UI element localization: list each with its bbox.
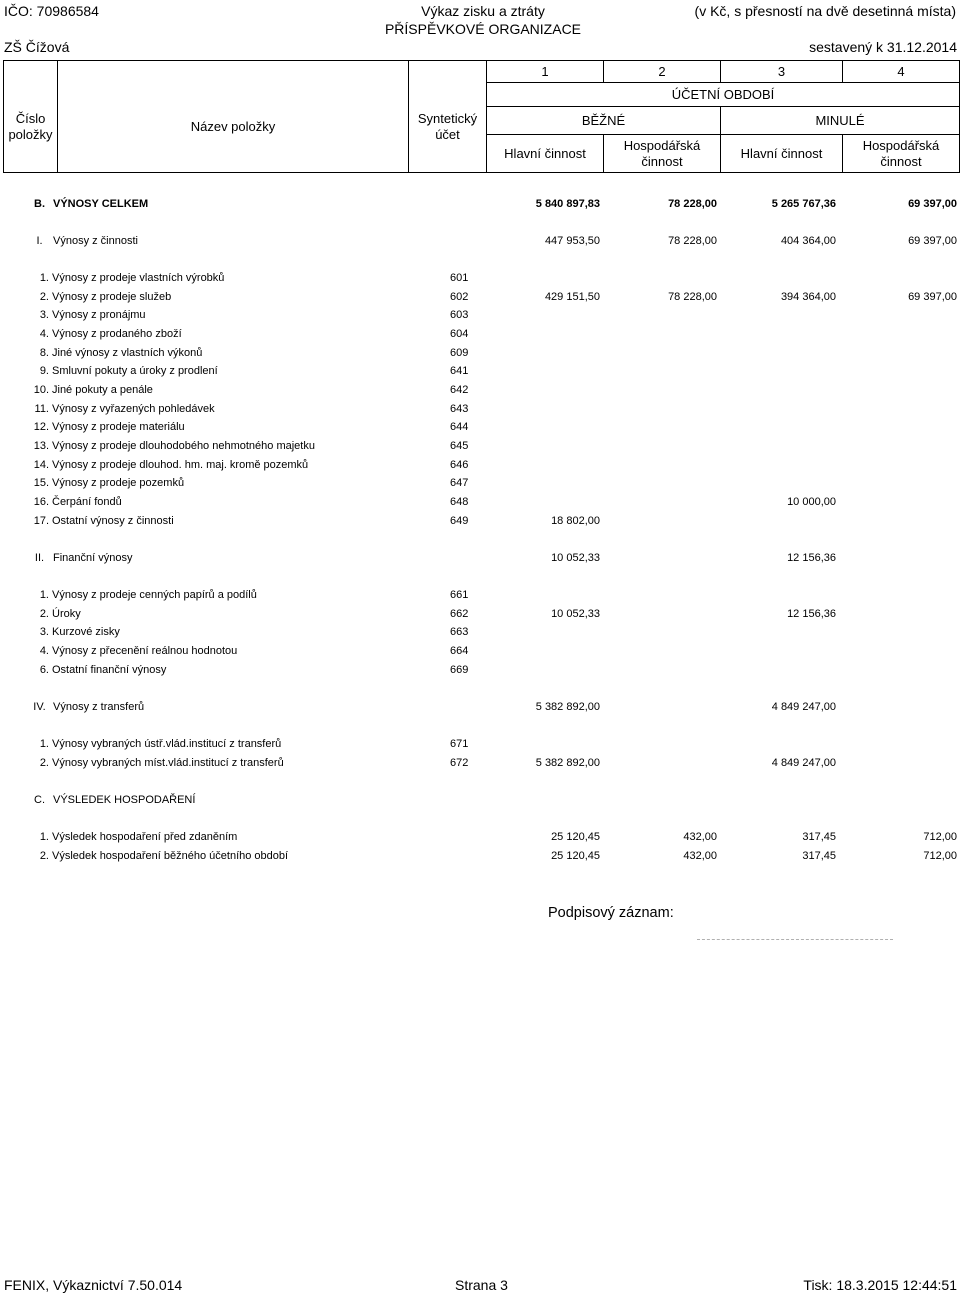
item-number: 13. — [33, 439, 49, 452]
value-current-main: 10 052,33 — [551, 607, 600, 620]
row-account-648 — [0, 493, 960, 512]
item-label: Výnosy z pronájmu — [52, 309, 146, 322]
report-subtitle: PŘÍSPĚVKOVÉ ORGANIZACE — [384, 21, 582, 37]
item-label: Kurzové zisky — [52, 626, 120, 639]
item-number: 17. — [33, 514, 49, 527]
item-number: 4. — [39, 328, 49, 341]
row-account-609 — [0, 344, 960, 363]
value-current-main: 25 120,45 — [551, 831, 600, 844]
item-number: 1. — [39, 831, 49, 844]
item-number: 15. — [33, 477, 49, 490]
item-label: Čerpání fondů — [52, 495, 122, 508]
row-section-transfers — [0, 698, 960, 717]
col-header-previous-main: Hlavní činnost — [721, 135, 843, 173]
col-header-item-name: Název položky — [58, 61, 409, 173]
report-title: Výkaz zisku a ztráty — [421, 3, 545, 19]
value-current-main: 18 802,00 — [551, 514, 600, 527]
value-current-economic: 78 228,00 — [668, 290, 717, 303]
row-section-result — [0, 791, 960, 810]
row-section-operating — [0, 232, 960, 251]
signature-line — [697, 939, 893, 940]
row-account-645 — [0, 437, 960, 456]
item-number: 3. — [39, 626, 49, 639]
row-result-before-tax — [0, 828, 960, 847]
value-current-economic: 432,00 — [683, 831, 717, 844]
row-account-671 — [0, 735, 960, 754]
item-label: Ostatní finanční výnosy — [52, 663, 167, 676]
col-header-period: ÚČETNÍ OBDOBÍ — [487, 83, 960, 107]
account-code: 645 — [450, 439, 469, 452]
row-account-644 — [0, 418, 960, 437]
item-label: Výnosy z prodeje služeb — [52, 290, 172, 303]
value-previous-main: 12 156,36 — [787, 551, 836, 564]
account-code: 603 — [450, 309, 469, 322]
col-number-3: 3 — [721, 61, 843, 83]
item-label: Jiné výnosy z vlastních výkonů — [52, 346, 203, 359]
section-number: I. — [36, 234, 43, 247]
ico-label: IČO: 70986584 — [4, 3, 99, 19]
item-number: 1. — [39, 738, 49, 751]
row-account-604 — [0, 325, 960, 344]
account-code: 671 — [450, 738, 469, 751]
item-number: 2. — [39, 850, 49, 863]
section-label: Výnosy z činnosti — [53, 234, 138, 247]
item-label: Výsledek hospodaření před zdaněním — [52, 831, 238, 844]
account-code: 648 — [450, 495, 469, 508]
row-account-602 — [0, 288, 960, 307]
item-label: Ostatní výnosy z činnosti — [52, 514, 174, 527]
section-number: IV. — [33, 700, 46, 713]
footer-print-timestamp: Tisk: 18.3.2015 12:44:51 — [803, 1277, 957, 1293]
account-code: 672 — [450, 756, 469, 769]
value-previous-main: 317,45 — [802, 831, 836, 844]
row-account-646 — [0, 456, 960, 475]
item-number: 2. — [39, 290, 49, 303]
col-number-1: 1 — [487, 61, 604, 83]
value-current-main: 5 382 892,00 — [535, 756, 600, 769]
section-label: VÝSLEDEK HOSPODAŘENÍ — [53, 794, 196, 807]
account-code: 646 — [450, 458, 469, 471]
value-current-economic: 78 228,00 — [668, 197, 717, 210]
value-previous-economic: 712,00 — [923, 850, 957, 863]
row-account-672 — [0, 754, 960, 773]
item-label: Výnosy z prodaného zboží — [52, 328, 182, 341]
item-number: 11. — [34, 402, 49, 415]
report-body — [0, 176, 960, 866]
section-label: Výnosy z transferů — [53, 700, 145, 713]
item-number: 12. — [33, 421, 49, 434]
item-label: Výnosy z prodeje cenných papírů a podílů — [52, 589, 257, 602]
col-header-previous-economic: Hospodářská činnost — [843, 135, 960, 173]
col-header-current-main: Hlavní činnost — [487, 135, 604, 173]
value-current-main: 5 382 892,00 — [535, 700, 600, 713]
value-previous-main: 4 849 247,00 — [771, 756, 836, 769]
value-current-main: 10 052,33 — [551, 551, 600, 564]
signature-label: Podpisový záznam: — [548, 905, 674, 921]
value-current-economic: 78 228,00 — [668, 234, 717, 247]
row-account-663 — [0, 623, 960, 642]
item-number: 2. — [39, 756, 49, 769]
value-previous-main: 317,45 — [802, 850, 836, 863]
footer-software: FENIX, Výkaznictví 7.50.014 — [4, 1277, 183, 1293]
account-code: 641 — [450, 365, 469, 378]
account-code: 604 — [450, 328, 469, 341]
value-current-main: 429 151,50 — [544, 290, 600, 303]
item-label: Výnosy vybraných míst.vlád.institucí z transferů — [52, 756, 284, 769]
organization-name: ZŠ Čížová — [4, 39, 70, 55]
item-number: 4. — [39, 645, 49, 658]
row-account-643 — [0, 400, 960, 419]
col-number-2: 2 — [604, 61, 721, 83]
value-previous-main: 394 364,00 — [780, 290, 836, 303]
item-number: 10. — [33, 384, 49, 397]
row-total-revenues — [0, 195, 960, 214]
col-header-previous: MINULÉ — [721, 107, 960, 135]
item-number: 16. — [33, 495, 49, 508]
col-header-account: Syntetický účet — [409, 61, 487, 173]
col-number-4: 4 — [843, 61, 960, 83]
value-previous-economic: 712,00 — [923, 831, 957, 844]
value-current-main: 447 953,50 — [544, 234, 600, 247]
item-label: Smluvní pokuty a úroky z prodlení — [52, 365, 218, 378]
section-label: Finanční výnosy — [53, 551, 133, 564]
report-header-table — [3, 60, 960, 173]
value-previous-economic: 69 397,00 — [908, 197, 957, 210]
units-note: (v Kč, s přesností na dvě desetinná místa) — [694, 3, 956, 19]
account-code: 647 — [450, 477, 469, 490]
item-label: Výnosy z vyřazených pohledávek — [52, 402, 215, 415]
section-number: C. — [34, 794, 45, 807]
item-label: Výnosy z prodeje dlouhod. hm. maj. kromě pozemků — [52, 458, 309, 471]
item-label: Výsledek hospodaření běžného účetního období — [52, 850, 289, 863]
row-account-641 — [0, 362, 960, 381]
row-section-financial — [0, 549, 960, 568]
col-header-current-economic: Hospodářská činnost — [604, 135, 721, 173]
account-code: 662 — [450, 607, 469, 620]
account-code: 661 — [450, 589, 469, 602]
row-account-601 — [0, 269, 960, 288]
account-code: 669 — [450, 663, 469, 676]
account-code: 601 — [450, 272, 469, 285]
value-previous-economic: 69 397,00 — [908, 290, 957, 303]
item-label: Výnosy z přecenění reálnou hodnotou — [52, 645, 238, 658]
row-account-647 — [0, 474, 960, 493]
value-previous-main: 4 849 247,00 — [771, 700, 836, 713]
account-code: 664 — [450, 645, 469, 658]
row-account-661 — [0, 586, 960, 605]
item-label: Výnosy z prodeje pozemků — [52, 477, 185, 490]
item-number: 1. — [39, 272, 49, 285]
value-previous-main: 12 156,36 — [787, 607, 836, 620]
section-number: II. — [34, 551, 45, 564]
value-previous-economic: 69 397,00 — [908, 234, 957, 247]
item-number: 6. — [39, 663, 49, 676]
section-label: VÝNOSY CELKEM — [53, 197, 149, 210]
item-label: Jiné pokuty a penále — [52, 384, 153, 397]
account-code: 649 — [450, 514, 469, 527]
value-current-main: 5 840 897,83 — [535, 197, 600, 210]
item-number: 9. — [39, 365, 49, 378]
item-label: Výnosy z prodeje materiálu — [52, 421, 185, 434]
item-number: 14. — [33, 458, 49, 471]
value-previous-main: 404 364,00 — [780, 234, 836, 247]
col-header-item-number: Číslo položky — [4, 61, 58, 173]
col-header-current: BĚŽNÉ — [487, 107, 721, 135]
row-account-603 — [0, 306, 960, 325]
item-number: 2. — [39, 607, 49, 620]
row-account-664 — [0, 642, 960, 661]
value-current-economic: 432,00 — [683, 850, 717, 863]
footer-page-number: Strana 3 — [455, 1277, 508, 1293]
account-code: 642 — [450, 384, 469, 397]
account-code: 602 — [450, 290, 469, 303]
row-account-669 — [0, 661, 960, 680]
row-account-642 — [0, 381, 960, 400]
account-code: 663 — [450, 626, 469, 639]
item-label: Výnosy z prodeje dlouhodobého nehmotného majetku — [52, 439, 315, 452]
value-previous-main: 10 000,00 — [787, 495, 836, 508]
item-label: Výnosy vybraných ústř.vlád.institucí z transferů — [52, 738, 282, 751]
item-number: 1. — [39, 589, 49, 602]
account-code: 643 — [450, 402, 469, 415]
value-previous-main: 5 265 767,36 — [771, 197, 836, 210]
section-number: B. — [34, 197, 45, 210]
value-current-main: 25 120,45 — [551, 850, 600, 863]
item-label: Výnosy z prodeje vlastních výrobků — [52, 272, 225, 285]
compiled-date: sestavený k 31.12.2014 — [809, 39, 957, 55]
item-label: Úroky — [52, 607, 81, 620]
row-account-649 — [0, 512, 960, 531]
account-code: 609 — [450, 346, 469, 359]
account-code: 644 — [450, 421, 469, 434]
row-result-current-period — [0, 847, 960, 866]
item-number: 3. — [39, 309, 49, 322]
row-account-662 — [0, 605, 960, 624]
item-number: 8. — [39, 346, 49, 359]
